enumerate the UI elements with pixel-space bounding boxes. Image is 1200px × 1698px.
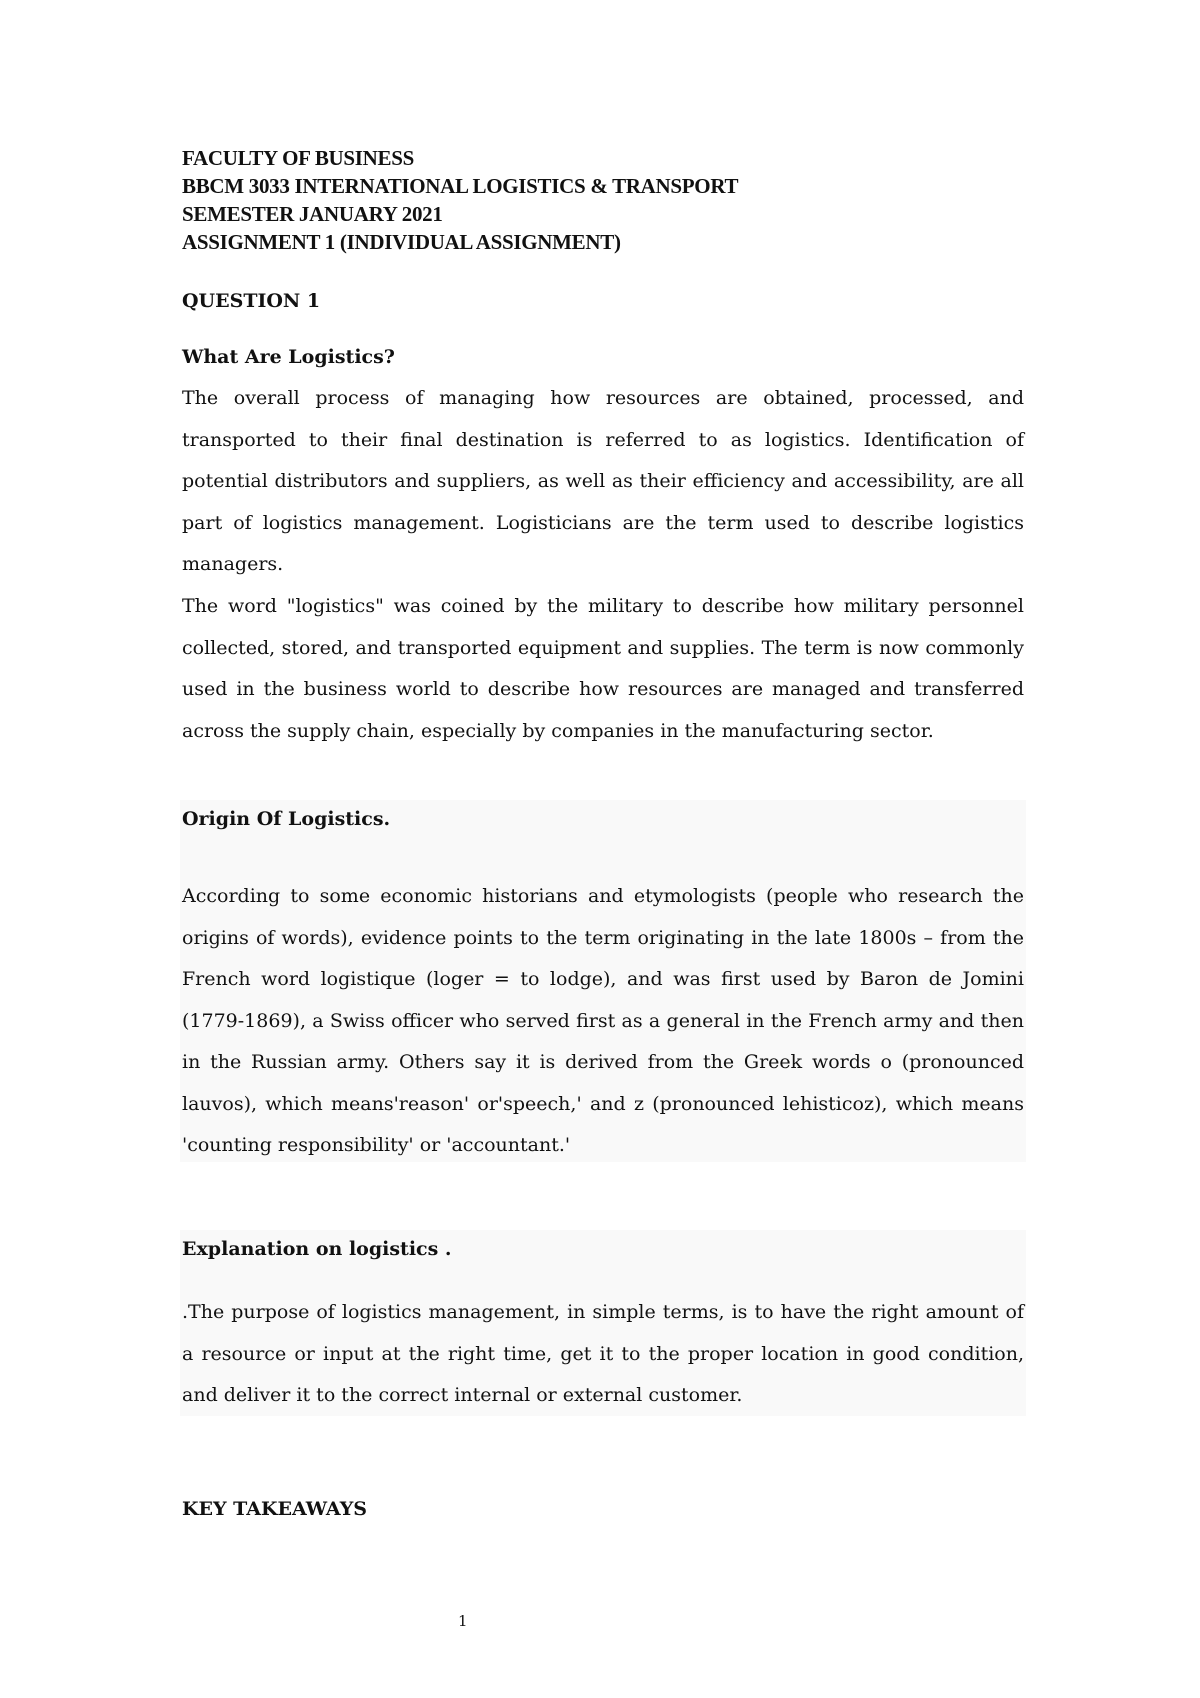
page-number: 1 (458, 1612, 468, 1630)
explanation-paragraph: .The purpose of logistics management, in simple terms, is to have the right amount of a resource or input at the right time, get it to the proper location in good condition, and deliver it to the correct internal or external customer. (182, 1301, 1024, 1406)
document-header (182, 144, 1032, 256)
faculty-line: FACULTY OF BUSINESS (182, 146, 414, 170)
what-are-logistics-paragraph-2: The word "logistics" was coined by the military to describe how military personnel collected, stored, and transported equipment and supplies. The term is now commonly used in the business world to describe how resources are managed and transferred across the supply chain, especially by companies in the manufacturing sector. (182, 595, 1024, 742)
origin-paragraph: According to some economic historians and etymologists (people who research the origins of words), evidence points to the term originating in the late 1800s – from the French word logistique (loger = to lodge), and was first used by Baron de Jomini (1779-1869), a Swiss officer who served first as a general in the French army and then in the Russian army. Others say it is derived from the Greek words o (pronounced lauvos), which means'reason' or'speech,' and z (pronounced lehisticoz), which means 'counting responsibility' or 'accountant.' (182, 885, 1024, 1156)
what-are-logistics-heading: What Are Logistics? (182, 346, 395, 368)
what-are-logistics-paragraph-1: The overall process of managing how resources are obtained, processed, and transported to their final destination is referred to as logistics. Identification of potential distributors and suppliers, as well as their efficiency and accessibility, are all part of logistics management. Logisticians are the term used to describe logistics managers. (182, 387, 1024, 575)
key-takeaways-heading: KEY TAKEAWAYS (182, 1498, 368, 1520)
course-line: BBCM 3033 INTERNATIONAL LOGISTICS & TRANSPORT (182, 174, 739, 198)
semester-line: SEMESTER JANUARY 2021 (182, 202, 443, 226)
explanation-heading: Explanation on logistics . (182, 1238, 452, 1260)
question-heading: QUESTION 1 (182, 290, 321, 312)
assignment-line: ASSIGNMENT 1 (INDIVIDUAL ASSIGNMENT) (182, 230, 621, 254)
origin-heading: Origin Of Logistics. (182, 808, 391, 830)
